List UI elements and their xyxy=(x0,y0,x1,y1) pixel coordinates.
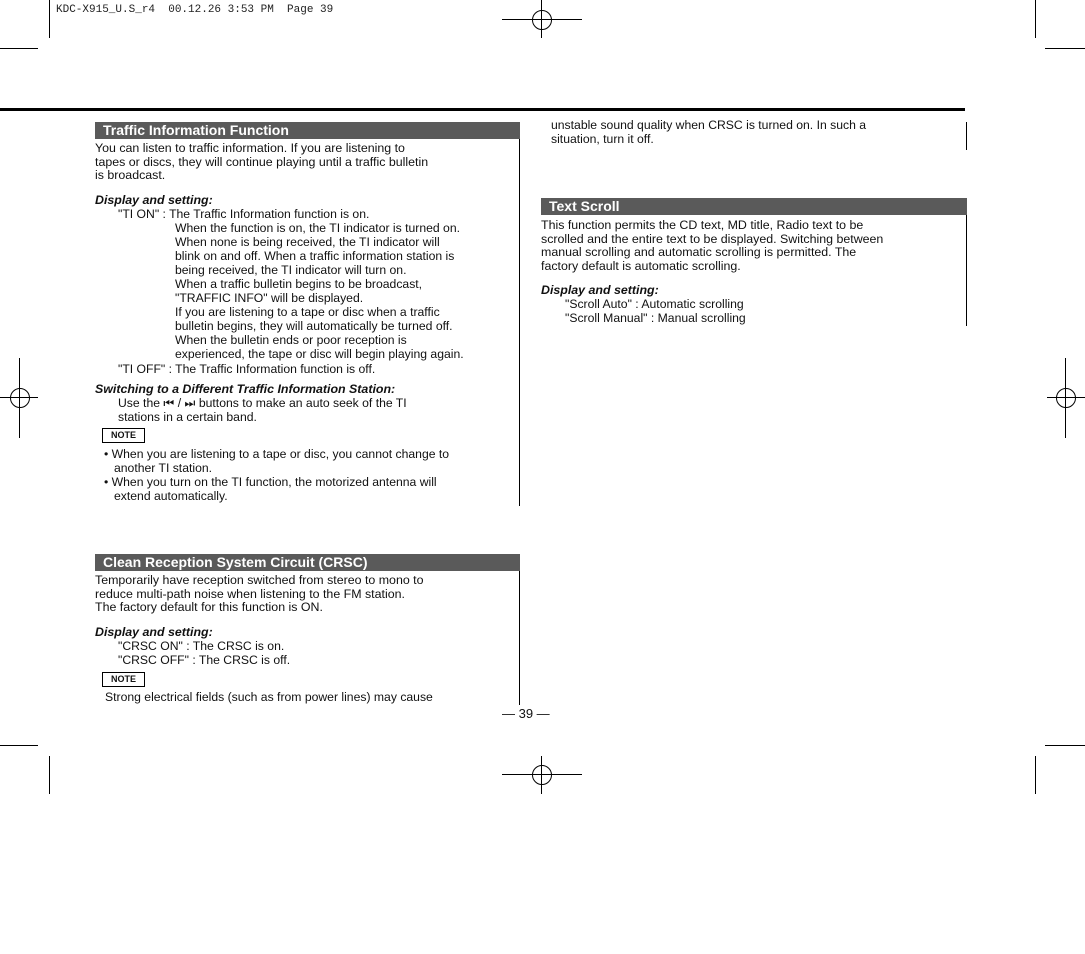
crsc-options: "CRSC ON" : The CRSC is on. "CRSC OFF" : The CRSC is off. xyxy=(118,639,291,667)
scroll-display-heading: Display and setting: xyxy=(541,283,659,297)
page-number: — 39 — xyxy=(502,706,550,721)
column-bar-left-top xyxy=(519,122,520,506)
traffic-intro: You can listen to traffic information. If you are listening to tapes or discs, they will continue playing until a traffic bulletin is broadcast. xyxy=(95,141,429,183)
traffic-display-heading: Display and setting: xyxy=(95,193,213,207)
traffic-note-1: • When you are listening to a tape or disc, you cannot change to another TI station. xyxy=(104,447,450,475)
crsc-display-heading: Display and setting: xyxy=(95,625,213,639)
scroll-options: "Scroll Auto" : Automatic scrolling "Scroll Manual" : Manual scrolling xyxy=(565,297,746,325)
switch-station-heading: Switching to a Different Traffic Information Station: xyxy=(95,382,396,396)
traffic-note-label: NOTE xyxy=(102,428,145,443)
traffic-section-title: Traffic Information Function xyxy=(95,122,520,139)
column-bar-right-top xyxy=(966,122,967,150)
crsc-note-text: Strong electrical fields (such as from power lines) may cause xyxy=(105,690,433,704)
crsc-note-continued: unstable sound quality when CRSC is turned on. In such a situation, turn it off. xyxy=(551,118,867,146)
scroll-section-title: Text Scroll xyxy=(541,198,967,215)
ti-off-label: "TI OFF" : The Traffic Information function is off. xyxy=(118,362,376,376)
column-bar-right-mid xyxy=(966,198,967,326)
column-bar-left-bottom xyxy=(519,555,520,705)
ti-on-description: When the function is on, the TI indicator is turned on. When none is being received, the TI indicator will blink on and off. When a traffic information station is being received, the TI indicator will turn on. When a traffic bulletin begins to be broadcast, "TRAFFIC INFO" will be displayed. If you are listening to a tape or disc when a traffic bulletin begins, they will automatically be turned off. When the bulletin ends or poor reception is experienced, the tape or disc will begin playing again. xyxy=(175,221,464,361)
crsc-intro: Temporarily have reception switched from stereo to mono to reduce multi-path noise when listening to the FM station. The factory default for this function is ON. xyxy=(95,573,424,615)
top-rule xyxy=(0,108,965,111)
crsc-note-label: NOTE xyxy=(102,672,145,687)
traffic-note-2: • When you turn on the TI function, the motorized antenna will extend automatically. xyxy=(104,475,437,503)
crsc-section-title: Clean Reception System Circuit (CRSC) xyxy=(95,554,520,571)
ti-on-label: "TI ON" : The Traffic Information function is on. xyxy=(118,207,370,221)
switch-station-text: Use the ⏮ / ⏭ buttons to make an auto seek of the TI stations in a certain band. xyxy=(118,396,407,424)
scroll-intro: This function permits the CD text, MD title, Radio text to be scrolled and the entire text to be displayed. Switching between manual scrolling and automatic scrolling is permitted. The factory default is automatic scrolling. xyxy=(541,218,884,273)
print-slug: KDC-X915_U.S_r4 00.12.26 3:53 PM Page 39 xyxy=(56,4,334,16)
